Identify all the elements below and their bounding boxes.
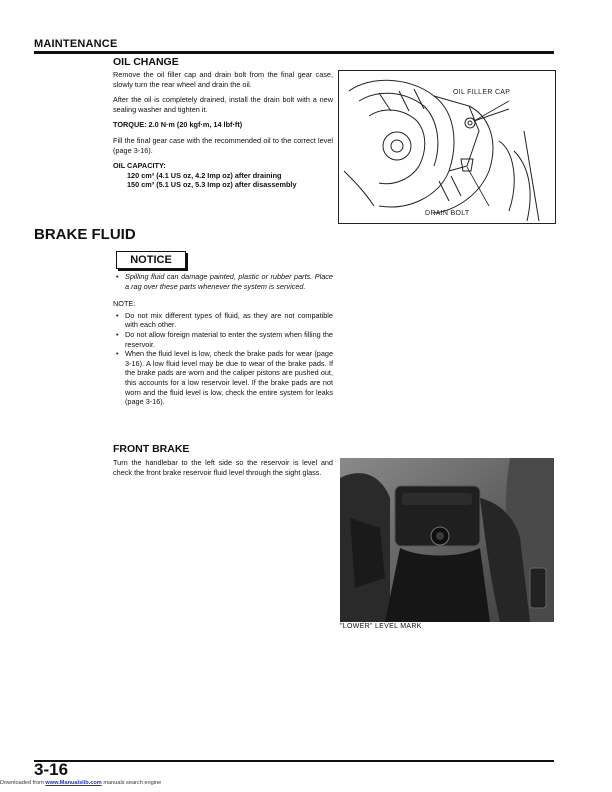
oil-change-torque: TORQUE: 2.0 N·m (20 kgf·m, 14 lbf·ft) (113, 120, 243, 130)
oil-capacity-label: OIL CAPACITY: (113, 161, 166, 171)
lower-level-mark-caption: "LOWER" LEVEL MARK (340, 623, 422, 630)
front-brake-body (113, 458, 333, 477)
notice-box: NOTICE (116, 251, 186, 269)
front-brake-title: FRONT BRAKE (113, 443, 190, 455)
front-brake-step: Turn the handlebar to the left side so the reservoir is level and check the front brake reservoir fluid level through the sight glass. (113, 458, 333, 477)
note-item: • Do not mix different types of fluid, as they are not compatible with each other. (113, 311, 333, 330)
page-number: 3-16 (34, 760, 69, 779)
download-footer (0, 780, 161, 786)
brake-reservoir-photo (340, 458, 554, 622)
note-item: • When the fluid level is low, check the brake pads for wear (page 3-16). A low fluid level may be due to wear of the brake pads. If the brake pads are worn and the caliper pistons are pushed out, this accounts for a low reservoir level. If the brake pads are not worn and the fluid level is low, check the entire system for leaks (page 3-16). (113, 349, 333, 407)
note-label: NOTE: (113, 299, 136, 309)
oil-change-step-2: After the oil is completely drained, install the drain bolt with a new sealing washer and tighten it. (113, 95, 333, 114)
oil-change-step-1: Remove the oil filler cap and drain bolt from the final gear case, slowly turn the rear wheel and drain the oil. (113, 70, 333, 89)
oil-change-body (113, 70, 333, 190)
notice-list (113, 272, 333, 291)
oil-capacity-draining: 120 cm³ (4.1 US oz, 4.2 Imp oz) after draining (127, 170, 282, 180)
oil-change-title: OIL CHANGE (113, 56, 179, 68)
final-gear-case-figure (338, 70, 556, 224)
notice-item: • Spilling fluid can damage painted, plastic or rubber parts. Place a rag over these parts whenever the system is serviced. (113, 272, 333, 291)
oil-change-step-3: Fill the final gear case with the recommended oil to the correct level (page 3-16). (113, 135, 333, 155)
oil-filler-cap-label: OIL FILLER CAP (453, 89, 511, 96)
oil-capacity-disassembly: 150 cm³ (5.1 US oz, 5.3 Imp oz) after disassembly (127, 180, 297, 190)
final-gear-case-drawing (339, 71, 555, 223)
note-item: • Do not allow foreign material to enter the system when filling the reservoir. (113, 330, 333, 349)
manualslib-link[interactable]: www.Manualslib.com (45, 780, 102, 786)
brake-fluid-body (113, 272, 333, 407)
drain-bolt-label: DRAIN BOLT (425, 210, 470, 217)
brake-fluid-title: BRAKE FLUID (34, 226, 136, 243)
section-header: MAINTENANCE (34, 38, 118, 50)
note-list (113, 311, 333, 407)
footer-rule (34, 760, 554, 762)
footer-prefix: Downloaded from (0, 780, 44, 786)
header-rule (34, 51, 554, 54)
footer-suffix: manuals search engine (103, 780, 162, 786)
brake-reservoir-image (340, 458, 554, 622)
